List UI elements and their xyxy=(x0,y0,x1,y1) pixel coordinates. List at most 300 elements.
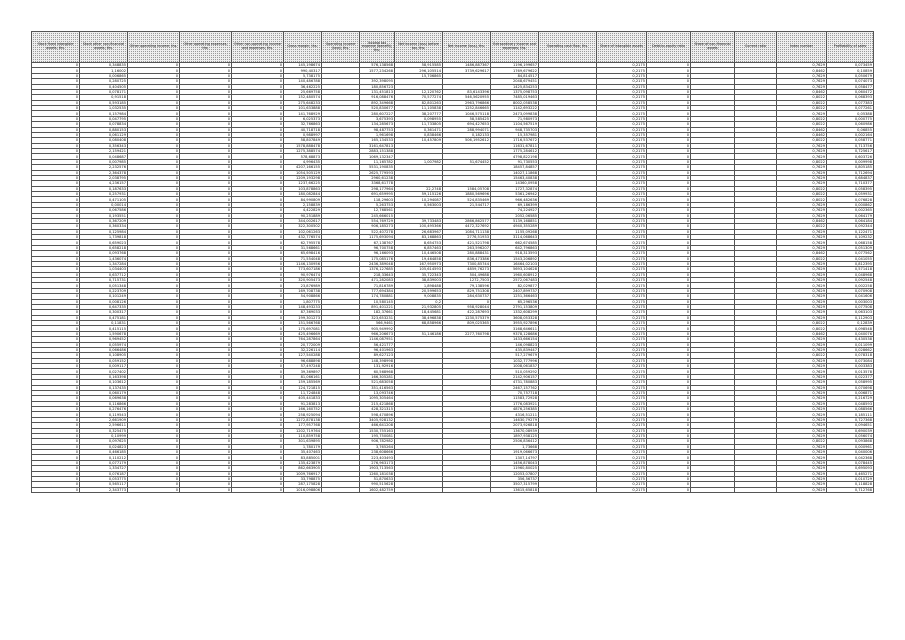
table-cell: 180,082844 xyxy=(284,192,322,197)
table-cell: 148,398998 xyxy=(360,358,395,363)
table-cell: 0,7629 xyxy=(777,444,827,449)
table-cell: 1275,388574 xyxy=(284,149,322,154)
table-cell: 0,078445 xyxy=(827,460,874,465)
table-cell: 520,830677 xyxy=(360,106,395,111)
table-cell: 0 xyxy=(180,197,232,202)
table-cell: 0 xyxy=(180,73,232,78)
table-cell: 0 xyxy=(232,229,284,234)
table-cell: 0,048968 xyxy=(827,272,874,277)
table-cell: 6,857463 xyxy=(395,245,443,250)
table-cell: 82,029877 xyxy=(491,283,539,288)
table-cell: 1486,887367 xyxy=(443,63,491,68)
table-cell: 81,066161 xyxy=(284,374,322,379)
table-cell: 0 xyxy=(647,111,691,116)
table-cell: 0 xyxy=(647,358,691,363)
table-cell: 0,2175 xyxy=(597,326,647,331)
table-cell: 0 xyxy=(647,229,691,234)
table-cell: 0 xyxy=(128,331,180,336)
table-cell: 0 xyxy=(647,423,691,428)
table-cell: 102,061263 xyxy=(284,229,322,234)
table-cell: 40,718718 xyxy=(284,127,322,132)
table-cell: 0 xyxy=(180,138,232,143)
table-cell: 0 xyxy=(32,364,80,369)
table-cell: 0 xyxy=(232,466,284,471)
table-cell: 0 xyxy=(180,89,232,94)
table-cell: 56,421777 xyxy=(360,342,395,347)
table-cell: 9378,128686 xyxy=(491,331,539,336)
table-cell: 0 xyxy=(647,347,691,352)
column-header: Net income (loss) before tax, ths. xyxy=(395,32,443,63)
table-cell: 100,495366 xyxy=(395,224,443,229)
table-cell: 642,796863 xyxy=(491,245,539,250)
table-cell: 0 xyxy=(32,192,80,197)
table-cell: 0,009117 xyxy=(80,364,128,369)
table-cell: 13615,65818 xyxy=(491,487,539,492)
table-cell: 0,2175 xyxy=(597,374,647,379)
table-cell: 0 xyxy=(128,63,180,68)
table-cell: 159,185569 xyxy=(284,380,322,385)
table-cell: 0,8462 xyxy=(777,127,827,132)
table-cell: 298,177964 xyxy=(360,186,395,191)
table-cell: 0,360334 xyxy=(80,224,128,229)
table-cell: 0 xyxy=(232,213,284,218)
table-cell: 1769,679622 xyxy=(491,68,539,73)
table-cell: 0,2175 xyxy=(597,310,647,315)
table-cell: 0 xyxy=(647,369,691,374)
table-cell: 0 xyxy=(128,229,180,234)
table-cell: 0,7629 xyxy=(777,63,827,68)
table-cell: 91,283813 xyxy=(284,401,322,406)
table-cell: 0,078318 xyxy=(827,353,874,358)
table-cell: 0 xyxy=(180,245,232,250)
table-cell: 0,048593 xyxy=(827,401,874,406)
table-cell: 0,7629 xyxy=(777,466,827,471)
column-header: Index number xyxy=(777,32,827,63)
table-cell: 0 xyxy=(647,68,691,73)
table-header xyxy=(32,32,874,63)
table-cell: 524,835469 xyxy=(443,197,491,202)
table-cell: 0 xyxy=(128,466,180,471)
column-header: Other operating income, ths. xyxy=(128,32,180,63)
table-cell: 0 xyxy=(647,251,691,256)
table-cell: 0,069638 xyxy=(80,396,128,401)
table-cell: 0 xyxy=(32,197,80,202)
table-cell: 0,2175 xyxy=(597,380,647,385)
table-cell: 12053,07807 xyxy=(491,471,539,476)
table-cell: 0,080408 xyxy=(80,138,128,143)
table-cell: 0 xyxy=(128,272,180,277)
table-body xyxy=(32,63,874,493)
table-cell: 12,120762 xyxy=(395,89,443,94)
table-cell: 152,480574 xyxy=(284,95,322,100)
table-cell: 0,074073 xyxy=(827,79,874,84)
table-cell: 0,361471 xyxy=(395,127,443,132)
table-cell: 323,653231 xyxy=(360,315,395,320)
table-cell: 0,415115 xyxy=(80,326,128,331)
table-cell: 2791,153809 xyxy=(491,304,539,309)
table-cell: 0,8462 xyxy=(777,132,827,137)
table-cell: 0,647335 xyxy=(80,304,128,309)
table-cell: 4316,51211 xyxy=(491,412,539,417)
table-cell: 0,565117 xyxy=(80,482,128,487)
column-header: Stock fixed intangible assets, ths. xyxy=(32,32,80,63)
table-cell: 351,416563 xyxy=(360,385,395,390)
table-cell: 0 xyxy=(128,132,180,137)
table-cell: 0,098955 xyxy=(395,116,443,121)
table-cell: 0,812395 xyxy=(827,261,874,266)
table-cell: 0 xyxy=(32,143,80,148)
column-header: Other operating expenses, ths. xyxy=(180,32,232,63)
table-cell: 1,590678 xyxy=(80,331,128,336)
table-cell: 0 xyxy=(647,170,691,175)
table-cell: 0,713756 xyxy=(827,143,874,148)
table-cell: 0 xyxy=(128,471,180,476)
table-cell: 4859,76273 xyxy=(443,267,491,272)
table-cell: 0 xyxy=(128,299,180,304)
table-cell: 15,357981 xyxy=(491,132,539,137)
table-cell: 836,473386 xyxy=(443,256,491,261)
table-cell: 51,146186 xyxy=(395,331,443,336)
table-cell: 0 xyxy=(180,159,232,164)
table-cell: 0 xyxy=(180,192,232,197)
table-cell: 0 xyxy=(128,143,180,148)
table-cell: 0 xyxy=(128,433,180,438)
table-cell: 0 xyxy=(128,261,180,266)
table-cell: 280,888431 xyxy=(443,251,491,256)
table-cell: 0,097625 xyxy=(80,439,128,444)
table-cell: 1,16002 xyxy=(80,68,128,73)
table-cell: 0,8462 xyxy=(777,251,827,256)
table-cell: 11,165782 xyxy=(360,159,395,164)
table-cell: 0,2175 xyxy=(597,229,647,234)
table-cell: 0 xyxy=(647,380,691,385)
table-cell: 0,2175 xyxy=(597,256,647,261)
table-cell: 0 xyxy=(180,127,232,132)
table-cell: 0 xyxy=(647,143,691,148)
table-cell: 0,2175 xyxy=(597,165,647,170)
column-header: Debt-to-equity ratio xyxy=(647,32,691,63)
table-cell: 4207,166155 xyxy=(284,165,322,170)
table-cell: 0 xyxy=(647,218,691,223)
table-cell: 0,088566 xyxy=(827,407,874,412)
table-cell: 32,766863 xyxy=(284,122,322,127)
table-cell: 238,608666 xyxy=(360,450,395,455)
table-cell: 1046,575118 xyxy=(443,111,491,116)
table-cell: 0 xyxy=(32,165,80,170)
table-cell: 862,663905 xyxy=(284,466,322,471)
table-cell: 0 xyxy=(180,132,232,137)
table-cell: 7300,85744 xyxy=(443,261,491,266)
table-cell: 71,554048 xyxy=(284,256,322,261)
table-cell: 0 xyxy=(180,165,232,170)
table-cell: 0,028662 xyxy=(827,347,874,352)
table-cell: 0 xyxy=(232,68,284,73)
table-cell: 598,470896 xyxy=(360,412,395,417)
table-cell: 0 xyxy=(647,294,691,299)
table-cell: 0 xyxy=(232,487,284,492)
table-cell: 0 xyxy=(128,423,180,428)
table-cell: 0 xyxy=(180,407,232,412)
table-cell: 8002,058538 xyxy=(491,100,539,105)
table-cell: 0,070698 xyxy=(827,385,874,390)
table-cell: 425,496669 xyxy=(284,331,322,336)
table-cell: 0 xyxy=(232,401,284,406)
table-cell: 145,198674 xyxy=(284,63,322,68)
table-cell: 70,577274 xyxy=(395,95,443,100)
table-cell: 0,563003 xyxy=(395,202,443,207)
table-cell: 4,236157 xyxy=(80,181,128,186)
table-cell: 392,398095 xyxy=(360,79,395,84)
table-cell: 0,094651 xyxy=(827,423,874,428)
table-cell: 0,2175 xyxy=(597,455,647,460)
table-cell: 0 xyxy=(128,412,180,417)
table-cell: 90,976474 xyxy=(284,272,322,277)
table-cell: 15,706865 xyxy=(395,73,443,78)
table-cell: 0,070908 xyxy=(827,288,874,293)
table-cell: 0 xyxy=(647,122,691,127)
table-cell: 2,596611 xyxy=(80,423,128,428)
table-cell: 0,7629 xyxy=(777,390,827,395)
table-cell: 0 xyxy=(232,106,284,111)
table-cell: 1251,366463 xyxy=(491,294,539,299)
table-cell: 0,216729 xyxy=(827,396,874,401)
table-cell: 4731,780883 xyxy=(491,380,539,385)
table-cell: 0 xyxy=(128,460,180,465)
table-cell: 1272,878138 xyxy=(284,417,322,422)
table-cell: 0,659023 xyxy=(80,240,128,245)
table-cell: 0 xyxy=(128,385,180,390)
table-cell: 0,047795 xyxy=(80,116,128,121)
table-cell: 7485,019463 xyxy=(491,95,539,100)
table-cell: 0 xyxy=(180,337,232,342)
table-cell: 1,436074 xyxy=(80,256,128,261)
table-cell: 1578,888478 xyxy=(284,143,322,148)
table-cell: 0,2175 xyxy=(597,412,647,417)
table-cell: 0 xyxy=(232,288,284,293)
table-cell: 0 xyxy=(180,310,232,315)
table-cell: 0 xyxy=(180,251,232,256)
table-cell: 135,423879 xyxy=(284,460,322,465)
table-cell: 0,7629 xyxy=(777,272,827,277)
table-cell: 0,000775 xyxy=(827,116,874,121)
table-cell: 0 xyxy=(647,127,691,132)
table-cell: 0,041606 xyxy=(827,294,874,299)
table-cell: 0 xyxy=(232,299,284,304)
table-cell: 918,313593 xyxy=(491,251,539,256)
table-cell: 0 xyxy=(180,358,232,363)
table-cell: 0 xyxy=(128,444,180,449)
table-cell: 0 xyxy=(647,455,691,460)
table-cell: 0,109232 xyxy=(827,235,874,240)
table-cell: 0,2175 xyxy=(597,433,647,438)
table-cell: 0 xyxy=(32,471,80,476)
table-cell: 0,593185 xyxy=(80,100,128,105)
table-cell: 0,471105 xyxy=(80,197,128,202)
table-cell: 0 xyxy=(128,283,180,288)
table-cell: 105,614593 xyxy=(395,267,443,272)
table-cell: 0 xyxy=(128,267,180,272)
table-cell: 0 xyxy=(647,417,691,422)
table-cell: 405,441833 xyxy=(284,396,322,401)
table-cell: 0 xyxy=(128,347,180,352)
table-cell: 276,963173 xyxy=(360,460,395,465)
table-cell: 0 xyxy=(32,466,80,471)
table-cell: 0 xyxy=(232,358,284,363)
table-cell: 175,697081 xyxy=(284,326,322,331)
table-cell: 0 xyxy=(32,353,80,358)
table-cell: 0 xyxy=(647,460,691,465)
table-cell: 20,599653 xyxy=(395,288,443,293)
table-cell: 0,2175 xyxy=(597,396,647,401)
table-cell: 287,175828 xyxy=(284,482,322,487)
table-cell: 0 xyxy=(232,159,284,164)
table-cell: 0,7629 xyxy=(777,428,827,433)
table-cell: 0,022377 xyxy=(827,374,874,379)
table-cell: 0 xyxy=(128,127,180,132)
table-cell: 3114,068643 xyxy=(491,235,539,240)
table-cell: 0,137435 xyxy=(80,385,128,390)
table-cell: 25,669758 xyxy=(284,89,322,94)
table-cell: 12,768561 xyxy=(360,208,395,213)
table-cell: 13670,08939 xyxy=(491,428,539,433)
table-cell: 0 xyxy=(647,159,691,164)
table-cell: 0 xyxy=(232,181,284,186)
table-cell: 0 xyxy=(32,132,80,137)
table-cell: 0,7629 xyxy=(777,213,827,218)
table-cell: 0 xyxy=(647,326,691,331)
table-cell: 0,067586 xyxy=(80,208,128,213)
table-cell: 0,077261 xyxy=(827,106,874,111)
table-cell: 0 xyxy=(128,240,180,245)
table-cell: 5361,26942 xyxy=(491,192,539,197)
table-cell: 0 xyxy=(32,299,80,304)
table-cell: 0 xyxy=(647,304,691,309)
table-cell: 0,2175 xyxy=(597,294,647,299)
table-cell: 0,2175 xyxy=(597,73,647,78)
table-cell xyxy=(322,487,360,492)
table-cell: 1530,755163 xyxy=(360,428,395,433)
table-cell: 0 xyxy=(128,326,180,331)
table-cell: 0,2175 xyxy=(597,347,647,352)
table-cell: 0,8462 xyxy=(777,68,827,73)
table-cell: 0 xyxy=(647,138,691,143)
table-cell: 0 xyxy=(32,369,80,374)
table-cell: 0,108905 xyxy=(80,353,128,358)
table-cell: 2883,151388 xyxy=(360,149,395,154)
table-cell: 0,06855 xyxy=(827,127,874,132)
table-cell: 0,2175 xyxy=(597,304,647,309)
table-cell: 0,8022 xyxy=(777,106,827,111)
table-cell: 422,287693 xyxy=(443,310,491,315)
table-cell: 4,996435 xyxy=(284,159,322,164)
table-cell: 0 xyxy=(232,331,284,336)
table-cell: 0 xyxy=(647,385,691,390)
table-cell: 1260,181038 xyxy=(360,471,395,476)
table-cell: 0 xyxy=(32,63,80,68)
table-cell: 0,11831 xyxy=(80,321,128,326)
table-cell: 0,91518 xyxy=(80,95,128,100)
table-cell: 0,8022 xyxy=(777,159,827,164)
table-cell: 38,207777 xyxy=(395,111,443,116)
table-cell: 245,666015 xyxy=(360,213,395,218)
table-cell: 0,2175 xyxy=(597,240,647,245)
table-cell: 0 xyxy=(647,466,691,471)
table-cell: 91,730553 xyxy=(491,159,539,164)
table-cell: 127,540288 xyxy=(284,353,322,358)
table-cell: 0,2175 xyxy=(597,369,647,374)
table-cell: 1880,569696 xyxy=(443,192,491,197)
table-cell: 8,654753 xyxy=(395,240,443,245)
table-cell: 0 xyxy=(32,331,80,336)
table-cell: 103,878863 xyxy=(284,186,322,191)
table-cell: 0 xyxy=(232,278,284,283)
table-cell: 0 xyxy=(232,423,284,428)
table-cell: 0,110212 xyxy=(80,455,128,460)
table-cell: 0 xyxy=(180,385,232,390)
table-cell: 578,68873 xyxy=(284,154,322,159)
table-cell: 1,347284 xyxy=(80,261,128,266)
table-cell: 0,712768 xyxy=(827,487,874,492)
table-cell: 1016,098806 xyxy=(284,487,322,492)
table-cell: 0,157984 xyxy=(80,111,128,116)
table-cell: 14027,11868 xyxy=(491,170,539,175)
table-cell: 2048,679451 xyxy=(491,79,539,84)
table-cell: 0,2175 xyxy=(597,132,647,137)
table-cell: 0,2175 xyxy=(597,106,647,111)
table-cell: 0,603726 xyxy=(827,154,874,159)
table-cell: 421,521798 xyxy=(443,240,491,245)
table-cell: 21,544717 xyxy=(443,202,491,207)
table-cell: 0 xyxy=(32,224,80,229)
table-cell: 0 xyxy=(232,412,284,417)
table-cell: 0 xyxy=(647,374,691,379)
table-cell: 0 xyxy=(128,407,180,412)
table-cell: 2,343773 xyxy=(80,487,128,492)
table-cell: 0,8462 xyxy=(777,218,827,223)
table-cell: 0 xyxy=(232,369,284,374)
table-cell: 0,2175 xyxy=(597,202,647,207)
table-cell: 84,814517 xyxy=(491,73,539,78)
table-cell: 65,698416 xyxy=(284,251,322,256)
table-cell: 0 xyxy=(232,116,284,121)
table-cell: 0 xyxy=(232,100,284,105)
table-cell: 0 xyxy=(232,353,284,358)
table-cell: 3,675393 xyxy=(360,116,395,121)
table-cell: 0,404505 xyxy=(80,84,128,89)
table-cell: 0,8022 xyxy=(777,116,827,121)
table-cell: 4472,327692 xyxy=(443,224,491,229)
table-cell: 1919,066673 xyxy=(491,450,539,455)
table-cell: 0 xyxy=(32,412,80,417)
table-cell: 0 xyxy=(180,111,232,116)
table-cell: 0,7629 xyxy=(777,407,827,412)
table-cell: 18,445681 xyxy=(395,310,443,315)
table-cell: 0 xyxy=(232,337,284,342)
table-cell: 0 xyxy=(180,68,232,73)
table-cell: 1602,482759 xyxy=(360,487,395,492)
table-cell: 0 xyxy=(128,213,180,218)
table-cell: 0 xyxy=(232,261,284,266)
table-cell: 0,7629 xyxy=(777,364,827,369)
table-cell: 0,7629 xyxy=(777,170,827,175)
table-cell: 82,801263 xyxy=(395,100,443,105)
table-cell: 0 xyxy=(232,321,284,326)
table-cell: 0,2175 xyxy=(597,337,647,342)
table-cell: 0 xyxy=(180,288,232,293)
table-cell: 0,2175 xyxy=(597,401,647,406)
table-cell: 0,056074 xyxy=(827,433,874,438)
table-cell: 809,025365 xyxy=(443,321,491,326)
